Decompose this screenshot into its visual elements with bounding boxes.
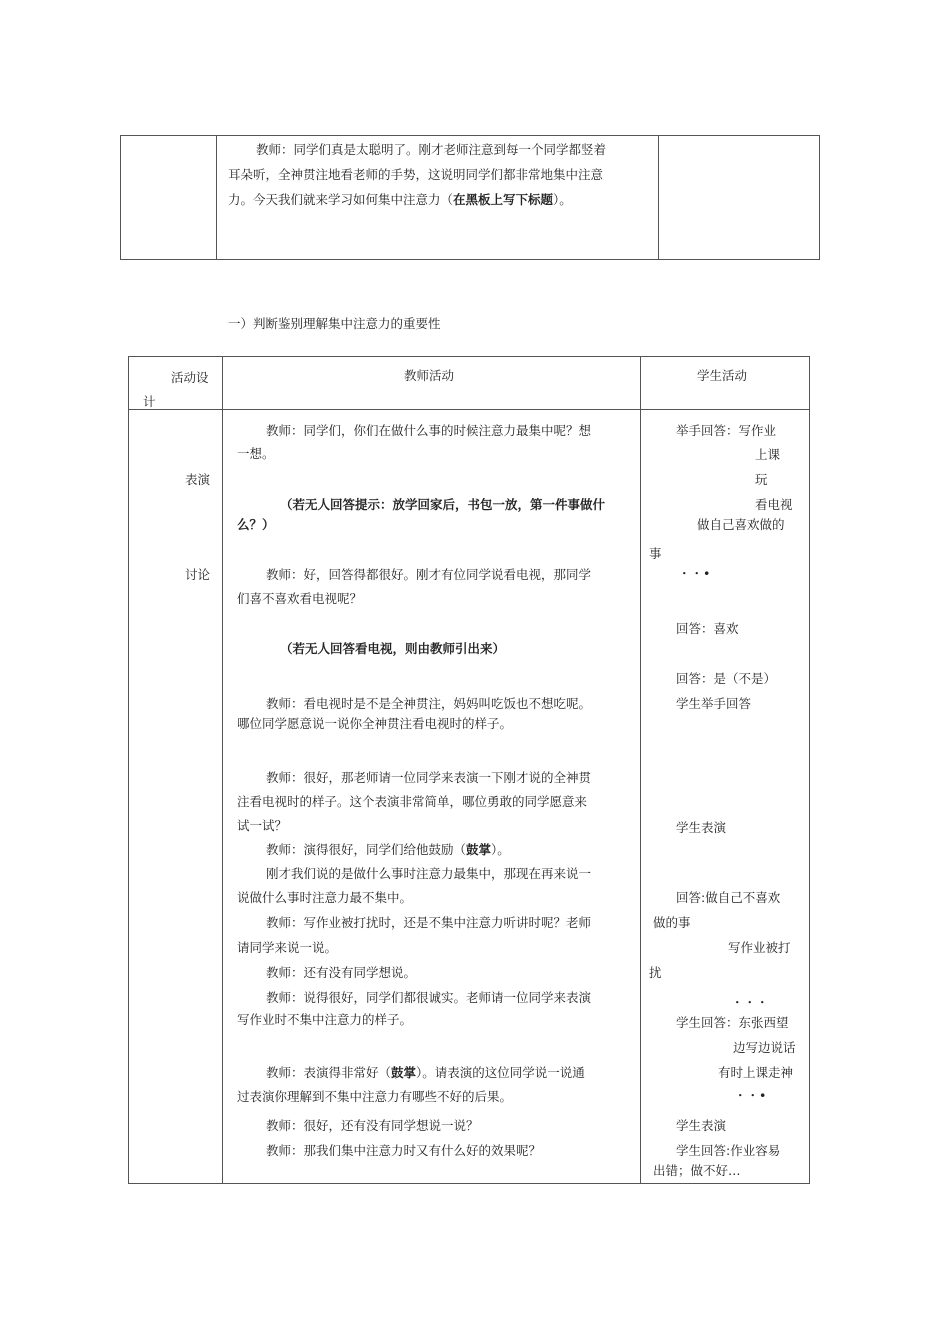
- table-border-left: [120, 135, 121, 260]
- table-column-divider: [216, 135, 217, 260]
- student-text-line: 扰: [649, 965, 662, 980]
- student-text-line: 有时上课走神: [718, 1065, 794, 1080]
- student-text-line: 学生回答：东张西望: [676, 1015, 789, 1030]
- table-border-left: [128, 356, 129, 1184]
- section-heading: 一）判断鉴别理解集中注意力的重要性: [228, 316, 441, 331]
- student-text-line: ・・•: [734, 1088, 767, 1103]
- teacher-text-line: 哪位同学愿意说一说你全神贯注看电视时的样子。: [237, 716, 513, 731]
- table-border-bottom: [120, 259, 820, 260]
- table-header-divider: [128, 409, 810, 410]
- teacher-text-line: 教师：同学们，你们在做什么事的时候注意力最集中呢？想: [266, 423, 592, 438]
- student-text-line: 写作业被打: [728, 940, 791, 955]
- intro-text-line: 教师：同学们真是太聪明了。刚才老师注意到每一个同学都竖着: [256, 142, 607, 157]
- student-text-line: 出错；做不好…: [653, 1163, 741, 1178]
- teacher-text-line: 教师：那我们集中注意力时又有什么好的效果呢？: [266, 1143, 542, 1158]
- student-text-line: 回答：喜欢: [676, 621, 739, 636]
- teacher-text-line: 教师：写作业被打扰时，还是不集中注意力听讲时呢？老师: [266, 915, 592, 930]
- table-border-top: [120, 135, 820, 136]
- student-text-line: 看电视: [755, 497, 793, 512]
- student-text-line: 做的事: [653, 915, 691, 930]
- teacher-text-line: 试一试？: [237, 818, 288, 833]
- activity-label-discuss: 讨论: [185, 567, 211, 582]
- teacher-text-line: 教师：好，回答得都很好。刚才有位同学说看电视，那同学: [266, 567, 592, 582]
- header-activity-design-cont: 计: [143, 394, 156, 409]
- student-text-line: 学生表演: [676, 820, 727, 835]
- student-text-line: 上课: [755, 447, 781, 462]
- teacher-hint-line: （若无人回答看电视，则由教师引出来）: [280, 641, 506, 656]
- header-student-activity: 学生活动: [697, 368, 748, 383]
- teacher-text-line: 教师：还有没有同学想说。: [266, 965, 417, 980]
- teacher-text-line: 过表演你理解到不集中注意力有哪些不好的后果。: [237, 1089, 513, 1104]
- emphasis-text: 在黑板上写下标题: [453, 192, 554, 207]
- emphasis-text: 鼓掌: [466, 842, 492, 857]
- intro-text-line: 力。今天我们就来学习如何集中注意力（在黑板上写下标题）。: [228, 192, 572, 207]
- teacher-text-line: 们喜不喜欢看电视呢？: [237, 591, 363, 606]
- student-text-line: ・・•: [678, 566, 711, 581]
- student-text-line: 回答：是（不是）: [676, 671, 777, 686]
- student-text-line: 学生举手回答: [676, 696, 752, 711]
- header-activity-design: 活动设: [171, 370, 209, 385]
- student-text-line: 边写边说话: [733, 1040, 796, 1055]
- teacher-text-line: 教师：看电视时是不是全神贯注，妈妈叫吃饭也不想吃呢。: [266, 696, 592, 711]
- teacher-text-line: 教师：演得很好，同学们给他鼓励（鼓掌）。: [266, 842, 510, 857]
- table-border-bottom: [128, 1183, 810, 1184]
- table-column-divider: [658, 135, 659, 260]
- teacher-text-line: 写作业时不集中注意力的样子。: [237, 1012, 413, 1027]
- student-text-line: 回答:做自己不喜欢: [676, 890, 781, 905]
- teacher-text-line: 教师：表演得非常好（鼓掌）。请表演的这位同学说一说通: [266, 1065, 585, 1080]
- activity-label-perform: 表演: [185, 472, 211, 487]
- teacher-text-line: 教师：说得很好，同学们都很诚实。老师请一位同学来表演: [266, 990, 592, 1005]
- student-text-line: 举手回答：写作业: [676, 423, 777, 438]
- header-teacher-activity: 教师活动: [404, 368, 455, 383]
- table-border-right: [809, 356, 810, 1184]
- student-text-line: ・・・: [731, 995, 769, 1010]
- table-border-top: [128, 356, 810, 357]
- emphasis-text: 鼓掌: [391, 1065, 417, 1080]
- student-text-line: 玩: [755, 472, 768, 487]
- student-text-line: 学生表演: [676, 1118, 727, 1133]
- teacher-hint-line: （若无人回答提示：放学回家后，书包一放，第一件事做什: [280, 497, 606, 512]
- table-column-divider: [222, 356, 223, 1184]
- table-column-divider: [640, 356, 641, 1184]
- student-text-line: 学生回答:作业容易: [676, 1143, 781, 1158]
- table-border-right: [819, 135, 820, 260]
- intro-text-line: 耳朵听，全神贯注地看老师的手势，这说明同学们都非常地集中注意: [228, 167, 604, 182]
- teacher-text-line: 说做什么事时注意力最不集中。: [237, 890, 413, 905]
- teacher-hint-line: 么？）: [237, 517, 275, 532]
- teacher-text-line: 刚才我们说的是做什么事时注意力最集中，那现在再来说一: [266, 866, 592, 881]
- teacher-text-line: 请同学来说一说。: [237, 940, 338, 955]
- teacher-text-line: 注看电视时的样子。这个表演非常简单，哪位勇敢的同学愿意来: [237, 794, 588, 809]
- student-text-line: 事: [649, 546, 662, 561]
- teacher-text-line: 一想。: [237, 446, 275, 461]
- teacher-text-line: 教师：很好，还有没有同学想说一说？: [266, 1118, 479, 1133]
- teacher-text-line: 教师：很好，那老师请一位同学来表演一下刚才说的全神贯: [266, 770, 592, 785]
- student-text-line: 做自己喜欢做的: [697, 517, 785, 532]
